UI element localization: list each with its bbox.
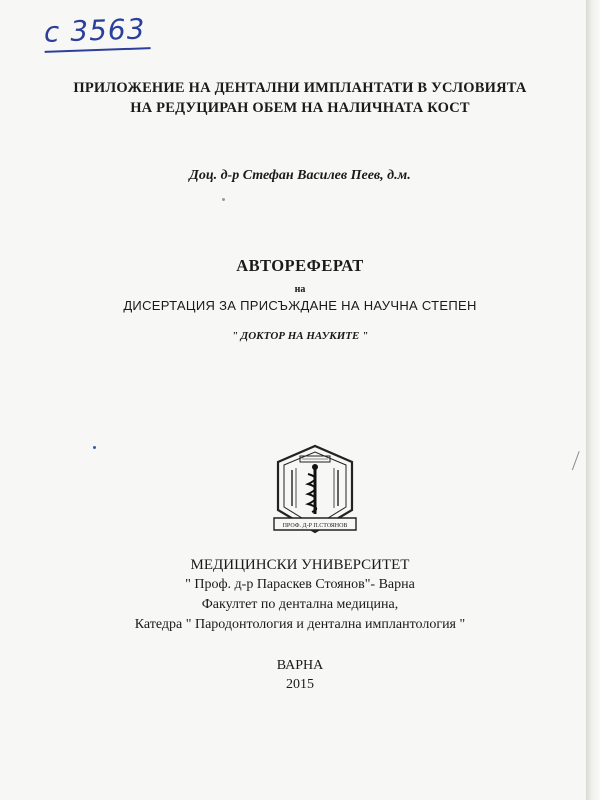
seal-banner-text: ПРОФ. Д-Р П.СТОЯНОВ bbox=[282, 523, 348, 529]
place-and-year bbox=[0, 656, 600, 694]
document-title bbox=[0, 78, 600, 118]
dissertation-line: ДИСЕРТАЦИЯ ЗА ПРИСЪЖДАНЕ НА НАУЧНА СТЕПЕН bbox=[123, 298, 477, 313]
publication-year: 2015 bbox=[286, 677, 314, 692]
title-line-2: НА РЕДУЦИРАН ОБЕМ НА НАЛИЧНАТА КОСТ bbox=[130, 100, 470, 116]
document-type: АВТОРЕФЕРАТ bbox=[236, 256, 364, 275]
university-seal-icon bbox=[270, 440, 360, 550]
city-name: ВАРНА bbox=[276, 658, 324, 673]
author-name: Доц. д-р Стефан Василев Пеев, д.м. bbox=[189, 168, 411, 183]
faculty-name: Факултет по дентална медицина, bbox=[201, 597, 399, 612]
department-name: Катедра " Пародонтология и дентална имплантология " bbox=[134, 617, 466, 632]
preposition: на bbox=[294, 284, 306, 295]
title-line-1: ПРИЛОЖЕНИЕ НА ДЕНТАЛНИ ИМПЛАНТАТИ В УСЛОВИЯТА bbox=[73, 80, 527, 96]
inventory-number: с 3563 bbox=[43, 12, 150, 53]
ink-speck bbox=[222, 198, 225, 201]
university-full-name: " Проф. д-р Параскев Стоянов"- Варна bbox=[185, 577, 415, 592]
university-block bbox=[0, 555, 600, 635]
university-name: МЕДИЦИНСКИ УНИВЕРСИТЕТ bbox=[190, 557, 410, 573]
academic-degree: " ДОКТОР НА НАУКИТЕ " bbox=[231, 330, 369, 342]
ink-speck bbox=[93, 446, 96, 449]
